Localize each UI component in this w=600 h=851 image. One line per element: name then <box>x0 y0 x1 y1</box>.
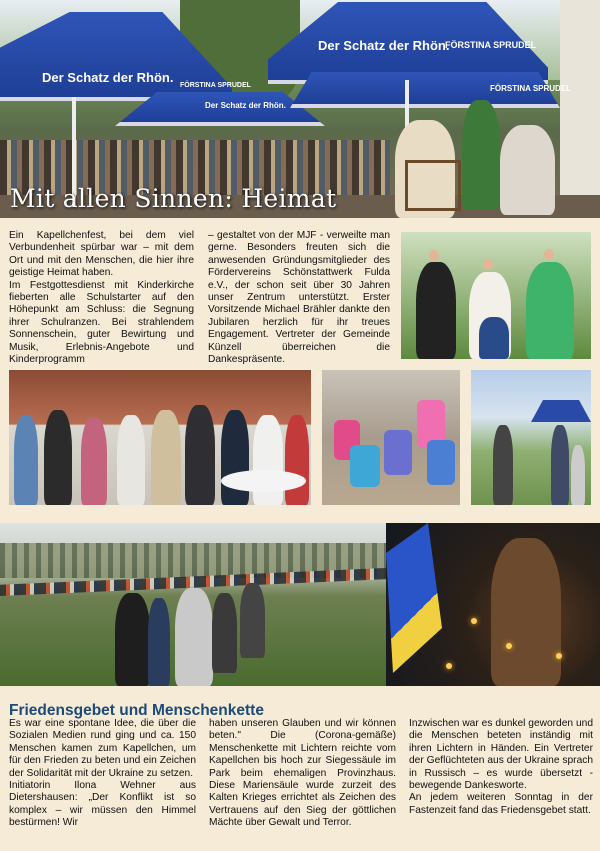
person-figure <box>148 598 170 686</box>
section2-column-3 <box>409 718 593 817</box>
member-figure <box>151 410 181 505</box>
person-figure <box>212 593 237 673</box>
girl-figure <box>526 262 574 359</box>
person-figure <box>175 588 213 686</box>
umbrella <box>531 400 591 422</box>
altar-server-figure <box>500 125 555 215</box>
hero-chapel-wall <box>560 0 600 218</box>
photo-school-backpacks <box>322 370 460 505</box>
photo-outdoor-festival <box>471 370 591 505</box>
table <box>221 470 306 492</box>
umbrella-left-label: Der Schatz der Rhön. <box>42 70 174 85</box>
girl-head <box>544 249 554 260</box>
section2-paragraph: An jedem weiteren Sonntag in der Fastenzeit fand das Friedensgebet statt. <box>409 792 593 816</box>
person-figure <box>240 583 265 658</box>
section1-paragraph: – gestaltet von der MJF - verweilte man gerne. Besonders freuten sich die anwesenden Gründungsmitglieder des Fördervereins Schönstattwerk Fulda e.V., der schon seit über 30 Jahren unser Zentrum unterstützt. Erster Vorsitzende Michael Brähler dankte den Jubilaren herzlich für ihr treues Engagement. Vertreter der Gemeinde Künzell überreichen die Dankespräsente. <box>208 230 390 366</box>
backpack <box>350 445 380 487</box>
section2-paragraph: haben unseren Glauben und wir können beten." Die (Corona-gemäße) Menschenkette mit Lichtern reichte vom Kapellchen bis hoch zur Siegessäule im Park beim ehemaligen Provinzhaus. Diese Mariensäule wurde zurzeit des Kalten Krieges errichtet als Zeichen des Vertrauens auf den Sieg der göttlichen Mächte über Gewalt und Terror. <box>209 718 396 829</box>
woman-with-candle <box>491 538 561 686</box>
priest-green-figure <box>462 100 500 210</box>
photo-founding-members <box>9 370 311 505</box>
section1-column-2 <box>208 230 390 366</box>
person-figure <box>115 593 150 686</box>
umbrella-back-label: FÖRSTINA SPRUDEL <box>490 84 572 93</box>
section2-paragraph: Es war eine spontane Idee, die über die Sozialen Medien rund ging und ca. 150 Menschen kamen zum Kapellchen, um für den Frieden zu beten und ein Zeichen der Solidarität mit der Ukraine zu setzen. <box>9 718 196 779</box>
member-figure <box>44 410 72 505</box>
section2-paragraph: Inzwischen war es dunkel geworden und die Menschen beteten inständig mit ihren Lichtern in Händen. Ein Vertreter der Geflüchteten aus der Ukraine sprach in Russisch – es wurde übersetzt - bewegende Dankesworte. <box>409 718 593 792</box>
section1-paragraph: Ein Kapellchenfest, bei dem viel Verbundenheit spürbar war – mit dem Ort und mit den Menschen, die hier ihre geistige Heimat haben. <box>9 230 194 279</box>
section2-heading: Friedensgebet und Menschenkette <box>9 702 264 719</box>
backpack <box>384 430 412 475</box>
child-figure <box>479 317 509 359</box>
member-figure <box>285 415 309 505</box>
section2-column-1 <box>9 718 196 830</box>
member-figure <box>117 415 145 505</box>
person-figure <box>493 425 513 505</box>
person-figure <box>551 425 569 505</box>
umbrella-right-edge: FÖRSTINA SPRUDEL <box>445 40 537 50</box>
photo-human-chain <box>0 523 386 686</box>
hero-photo <box>0 0 600 218</box>
candle <box>446 663 452 669</box>
girl-head <box>429 250 439 261</box>
umbrella-mid-label: Der Schatz der Rhön. <box>205 101 286 110</box>
umbrella-right-label: Der Schatz der Rhön. <box>318 38 450 53</box>
photo-schoolchildren <box>401 232 591 359</box>
section2-column-2 <box>209 718 396 830</box>
child-figure <box>571 445 585 505</box>
member-figure <box>185 405 215 505</box>
candle <box>506 643 512 649</box>
member-figure <box>14 415 38 505</box>
member-figure <box>81 418 107 505</box>
section1-paragraph: Im Festgottesdienst mit Kinderkirche fieberten alle Schulstarter auf den Höhepunkt am Schluss: die Segnung ihrer Schulranzen. Bei strahlendem Sonnenschein, guter Bewirtung und Musik, Erlebnis-Angebote und Kinderprogramm <box>9 279 194 366</box>
ukraine-flag <box>386 523 456 673</box>
hero-title: Mit allen Sinnen: Heimat <box>10 184 337 213</box>
photo-candlelight-prayer <box>386 523 600 686</box>
girl-figure <box>416 262 456 359</box>
chair <box>405 160 461 211</box>
section2-paragraph: Initiatorin Ilona Wehner aus Dietershausen: „Der Konflikt ist so komplex – wir müssen den Himmel bestürmen! Wir <box>9 780 196 829</box>
umbrella-left-edge: FÖRSTINA SPRUDEL <box>180 82 251 89</box>
candle <box>471 618 477 624</box>
girl-head <box>483 259 493 270</box>
backpack <box>427 440 455 485</box>
section1-column-1 <box>9 230 194 366</box>
candle <box>556 653 562 659</box>
